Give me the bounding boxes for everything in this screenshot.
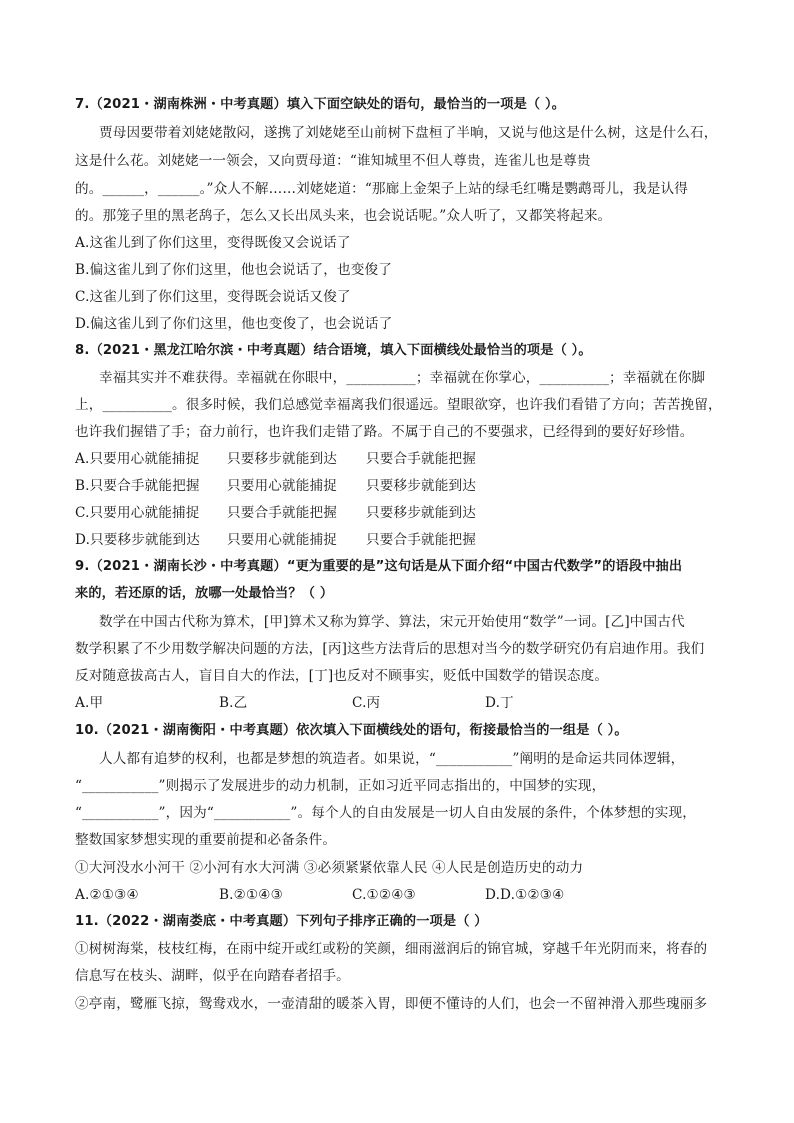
question-8-option-c [75,504,476,522]
question-9-heading: 9.（2021・湖南长沙・中考真题）“更为重要的是”这句话是从下面介绍“中国古代数学”的语段中抽出 [75,559,683,574]
question-7-option-a: A.这雀儿到了你们这里，变得既俊又会说话了 [75,235,351,251]
question-7-option-c: C.这雀儿到了你们这里，变得既会说话又俊了 [75,289,351,305]
option-d: D.丁 [485,695,514,711]
question-10-passage-line: “___________”则揭示了发展进步的动力机制，正如习近平同志指出的，中国梦的实现， [75,778,606,794]
question-8-option-d [75,531,476,549]
option-part: D.只要移步就能到达 [75,532,200,548]
question-11-passage-line: ①树树海棠，枝枝红梅，在雨中绽开或红或粉的笑颜，细雨滋润后的锦官城，穿越千年光阴而来，将春的 [75,941,708,957]
option-part: 只要移步就能到达 [366,505,476,521]
question-10-passage-line: 人人都有追梦的权利，也都是梦想的筑造者。如果说，“___________”阐明的是命运共同体逻辑， [99,751,685,767]
question-8-passage-line: 幸福其实并不难获得。幸福就在你眼中，__________；幸福就在你掌心，__________；幸福就在你脚 [99,370,706,386]
question-7-option-d: D.偏这雀儿到了你们这里，他也变俊了，也会说话了 [75,316,393,332]
question-10-passage-line: “___________”，因为“___________”。每个人的自由发展是一切人自由发展的条件，个体梦想的实现， [75,805,697,821]
question-8-heading: 8.（2021・黑龙江哈尔滨・中考真题）结合语境，填入下面横线处最恰当的项是（ ）。 [75,343,592,358]
option-c: C.①②④③ [352,887,416,903]
question-10-options [75,886,564,904]
question-10-items: ①大河没水小河干 ②小河有水大河满 ③必须紧紧依靠人民 ④人民是创造历史的动力 [75,860,584,876]
option-part: 只要用心就能捕捉 [227,478,337,494]
question-7-passage-line: 这是什么花。刘姥姥一一领会，又向贾母道：“谁知城里不但人尊贵，连雀儿也是尊贵 [75,153,591,169]
question-10-heading: 10.（2021・湖南衡阳・中考真题）依次填入下面横线处的语句，衔接最恰当的一组是（ ）。 [75,723,628,738]
option-b: B.②①④③ [219,887,283,903]
option-part: 只要移步就能到达 [366,478,476,494]
question-7-heading: 7.（2021・湖南株洲・中考真题）填入下面空缺处的语句，最恰当的一项是（ ）。 [75,97,566,112]
option-part: 只要用心就能捕捉 [227,532,337,548]
option-c: C.丙 [352,695,381,711]
question-7-option-b: B.偏这雀儿到了你们这里，他也会说话了，也变俊了 [75,262,392,278]
question-8-option-b [75,477,476,495]
question-11-heading: 11.（2022・湖南娄底・中考真题）下列句子排序正确的一项是（ ） [75,914,488,929]
question-11-passage-line: 信息写在枝头、湖畔，似乎在向踏春者招手。 [75,968,350,984]
question-8-option-a [75,450,476,468]
question-11-passage-line: ②亭南，鹭雁飞掠，鸳鸯戏水，一壶清甜的暖茶入胃，即便不懂诗的人们，也会一不留神滑入那些瑰丽多 [75,996,708,1012]
option-b: B.乙 [219,695,248,711]
option-part: C.只要用心就能捕捉 [75,505,200,521]
question-8-passage-line: 上，__________。很多时候，我们总感觉幸福离我们很遥远。望眼欲穿，也许我们看错了方向；苦苦挽留， [75,397,722,413]
option-a: A.②①③④ [75,887,139,903]
option-part: 只要合手就能把握 [227,505,337,521]
question-9-options [75,694,514,712]
question-9-heading-cont: 来的，若还原的话，放哪一处最恰当？（ ） [75,586,334,601]
question-9-passage-line: 数学积累了不少用数学解决问题的方法，[丙]这些方法背后的思想对当今的数学研究仍有启迪作用。我们 [75,641,705,657]
question-7-passage-line: 贾母因要带着刘姥姥散闷，遂携了刘姥姥至山前树下盘桓了半晌，又说与他这是什么树，这是什么石， [99,125,718,141]
question-9-passage-line: 数学在中国古代称为算术，[甲]算术又称为算学、算法，宋元开始使用“数学”一词。[乙]中国古代 [99,614,685,630]
question-9-passage-line: 反对随意拔高古人，盲目自大的作法，[丁]也反对不顾事实，贬低中国数学的错误态度。 [75,668,609,684]
option-part: A.只要用心就能捕捉 [75,451,200,467]
question-7-passage-line: 的。那笼子里的黑老鸹子，怎么又长出凤头来，也会说话呢。”众人听了，又都笑将起来。 [75,208,612,224]
option-a: A.甲 [75,695,104,711]
option-part: 只要合手就能把握 [366,451,476,467]
question-8-passage-line: 也许我们握错了手；奋力前行，也许我们走错了路。不属于自己的不要强求，已经得到的要好好珍惜。 [75,424,694,440]
question-10-passage-line: 整数国家梦想实现的重要前提和必备条件。 [75,832,337,848]
option-part: B.只要合手就能把握 [75,478,200,494]
option-part: 只要合手就能把握 [366,532,476,548]
question-7-passage-line: 的。______，______。”众人不解……刘姥姥道：“那廊上金架子上站的绿毛红嘴是鹦鹉哥儿，我是认得 [75,181,689,197]
option-d: D.D.①②③④ [485,887,565,903]
option-part: 只要移步就能到达 [227,451,337,467]
